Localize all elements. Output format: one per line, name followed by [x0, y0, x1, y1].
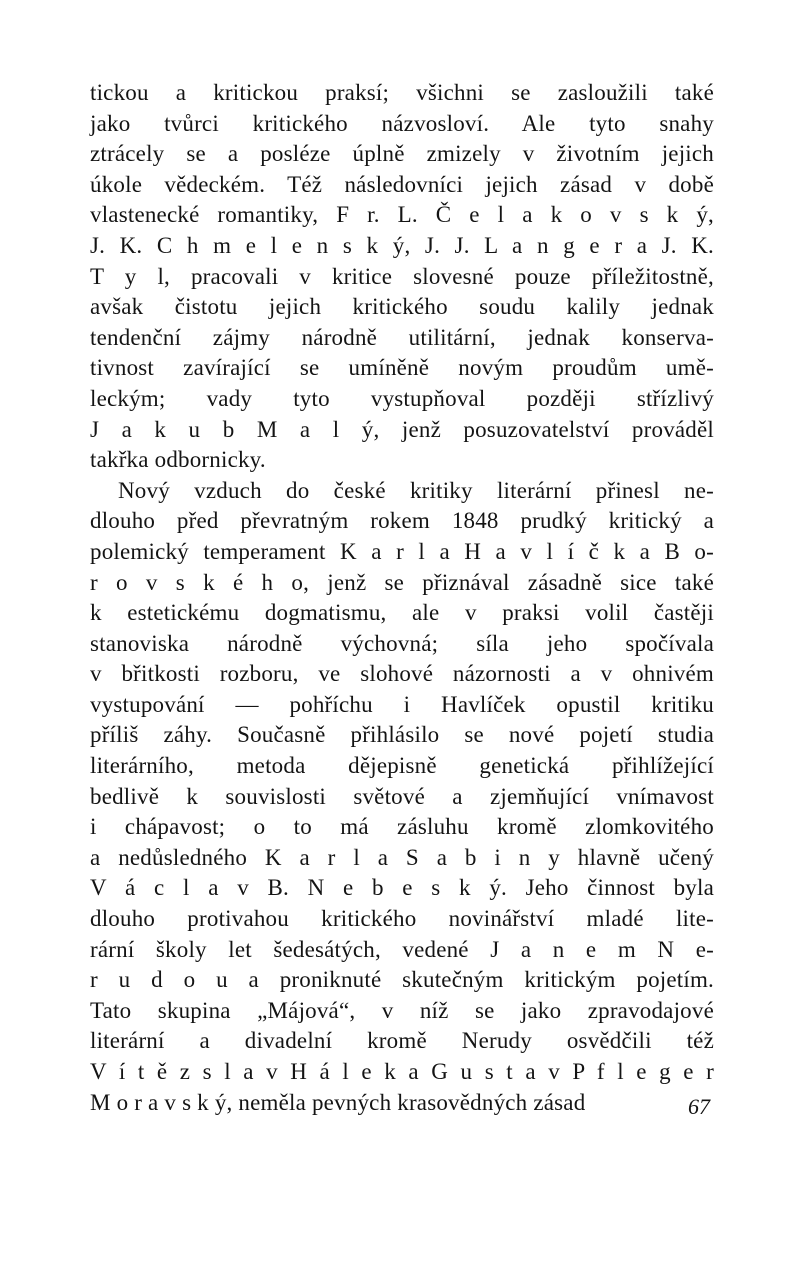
text-line: literárního, metoda dějepisně genetická přihlížející	[90, 753, 714, 779]
text-line: stanoviska národně výchovná; síla jeho spočívala	[90, 630, 714, 656]
text-line: ztrácely se a posléze úplně zmizely v životním jejich	[90, 141, 714, 167]
text-line: r o v s k é h o, jenž se přiznával zásadně sice také	[90, 569, 714, 595]
text-line: a nedůsledného K a r l a S a b i n y hlavně učený	[90, 844, 714, 870]
text-line: dlouho protivahou kritického novinářství mladé lite-	[90, 906, 714, 932]
text-line: bedlivě k souvislosti světové a zjemňující vnímavost	[90, 783, 714, 809]
text-line: vlastenecké romantiky, F r. L. Č e l a k o v s k ý,	[90, 202, 714, 228]
text-line: úkole vědeckém. Též následovníci jejich zásad v době	[90, 171, 714, 197]
text-line: příliš záhy. Současně přihlásilo se nové pojetí studia	[90, 722, 714, 748]
text-line: r u d o u a proniknuté skutečným kritickým pojetím.	[90, 967, 714, 993]
text-line: tivnost zavírající se umíněně novým proudům umě-	[90, 355, 714, 381]
text-line: leckým; vady tyto vystupňoval později střízlivý	[90, 385, 714, 411]
text-line: i chápavost; o to má zásluhu kromě zlomkovitého	[90, 814, 714, 840]
paragraph-end-line: takřka odbornicky.	[90, 447, 266, 473]
text-line: v břitkosti rozboru, ve slohové názornosti a v ohnivém	[90, 661, 714, 687]
text-line: J. K. C h m e l e n s k ý, J. J. L a n g e r a J. K.	[90, 232, 714, 258]
text-line: polemický temperament K a r l a H a v l í č k a B o-	[90, 538, 714, 564]
text-line: vystupování — pohříchu i Havlíček opustil kritiku	[90, 691, 714, 717]
text-line: J a k u b M a l ý, jenž posuzovatelství prováděl	[90, 416, 714, 442]
text-line: V á c l a v B. N e b e s k ý. Jeho činnost byla	[90, 875, 714, 901]
text-line: dlouho před převratným rokem 1848 prudký kritický a	[90, 508, 714, 534]
body-text	[90, 78, 714, 1118]
page-number: 67	[688, 1094, 710, 1119]
text-line: rární školy let šedesátých, vedené J a n e m N e-	[90, 936, 714, 962]
text-line: jako tvůrci kritického názvosloví. Ale tyto snahy	[90, 110, 714, 136]
text-line: k estetickému dogmatismu, ale v praksi volil častěji	[90, 600, 714, 626]
text-line: literární a divadelní kromě Nerudy osvědčili též	[90, 1028, 714, 1054]
text-line: T y l, pracovali v kritice slovesné pouze příležitostně,	[90, 263, 714, 289]
text-line: V í t ě z s l a v H á l e k a G u s t a v P f l e g e r	[90, 1059, 714, 1084]
paragraph-start-line: Nový vzduch do české kritiky literární přinesl ne-	[118, 477, 714, 503]
text-line: tickou a kritickou praksí; všichni se zasloužili také	[90, 80, 714, 105]
text-line: M o r a v s k ý, neměla pevných krasovědných zásad	[90, 1089, 586, 1115]
text-line: Tato skupina „Májová“, v níž se jako zpravodajové	[90, 997, 714, 1023]
text-line: avšak čistotu jejich kritického soudu kalily jednak	[90, 294, 714, 320]
text-line: tendenční zájmy národně utilitární, jednak konserva-	[90, 324, 714, 350]
